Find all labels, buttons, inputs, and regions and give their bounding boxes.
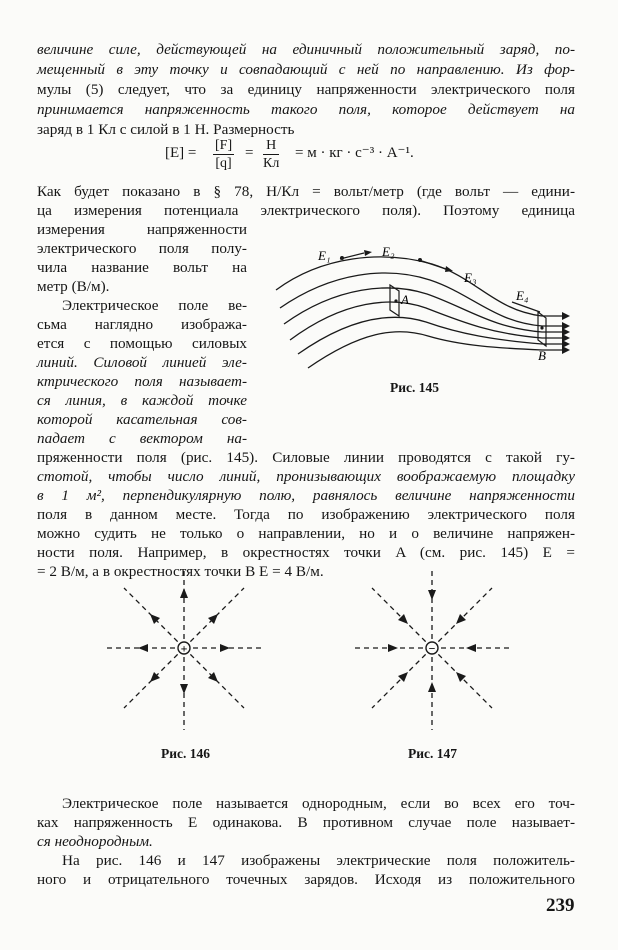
text-line-28: ках напряженность E одинакова. В противном случае поле называет- <box>37 814 575 831</box>
text-line-3: мулы (5) следует, что за единицу напряженности электрического поля <box>37 81 575 98</box>
label-e4: E₄ <box>516 288 529 303</box>
figure-146-positive-charge <box>104 566 264 736</box>
text-line-22: в 1 м², перпендикулярную полю, равнялось величине напряженности <box>37 487 575 504</box>
figure-145-caption: Рис. 145 <box>390 380 440 395</box>
text-line-26: = 2 В/м, а в окрестностях точки B E = 4 В/м. <box>37 563 324 580</box>
text-line-27: Электрическое поле называется однородным, если во всех его точ- <box>62 795 575 812</box>
figure-145-field-lines <box>262 230 582 390</box>
text-line-7: ца измерения потенциала электрического поля). Поэтому единица <box>37 202 575 219</box>
figure-147-caption: Рис. 147 <box>408 746 458 761</box>
text-line-20: пряженности поля (рис. 145). Силовые линии проводятся с такой гу- <box>37 449 575 466</box>
label-e3: E₃ <box>464 270 477 285</box>
text-line-16: ктрического поля называет- <box>37 373 247 390</box>
text-line-10: чила название вольт на <box>37 259 247 276</box>
figure-147-negative-charge <box>352 566 512 736</box>
text-line-23: поля в данном месте. Тогда по изображению электрического поля <box>37 506 575 523</box>
text-line-13: сьма наглядно изобража- <box>37 316 247 333</box>
page-number: 239 <box>546 895 575 916</box>
text-line-25: ности поля. Например, в окрестностях точки A (см. рис. 145) E = <box>37 544 575 561</box>
formula-fraction-force-charge: $\frac{[F]}{[q]}$ <box>215 138 233 171</box>
label-e1: E₁ <box>318 248 331 263</box>
text-line-12: Электрическое поле ве- <box>62 297 247 314</box>
label-point-b: B <box>538 348 546 363</box>
text-line-8: измерения напряженности <box>37 221 247 238</box>
text-line-5: заряд в 1 Кл с силой в 1 Н. Размерность <box>37 121 295 138</box>
text-line-2: мещенный в эту точку и совпадающий с ней по направлению. Из фор- <box>37 61 575 78</box>
text-line-17: ся линия, в каждой точке <box>37 392 247 409</box>
text-line-19: падает с вектором на- <box>37 430 247 447</box>
text-line-18: которой касательная сов- <box>37 411 247 428</box>
text-line-11: метр (В/м). <box>37 278 110 295</box>
dimension-formula <box>165 132 465 184</box>
figure-146-caption: Рис. 146 <box>161 746 211 761</box>
text-line-9: электрического поля полу- <box>37 240 247 257</box>
text-line-15: линий. Силовой линией эле- <box>37 354 247 371</box>
formula-equals: = <box>245 145 254 161</box>
text-line-21: стотой, чтобы число линий, пронизывающих воображаемую площадку <box>37 468 575 485</box>
negative-charge-sign: − <box>428 641 436 656</box>
label-point-a: A <box>401 292 409 307</box>
text-line-14: ется с помощью силовых <box>37 335 247 352</box>
formula-lhs: [E] = <box>165 145 197 161</box>
text-line-29: ся неоднородным. <box>37 833 153 850</box>
text-line-31: ного и отрицательного точечных зарядов. Исходя из положительного <box>37 871 575 888</box>
text-line-6: Как будет показано в § 78, Н/Кл = вольт/метр (где вольт — едини- <box>37 183 575 200</box>
label-e2: E₂ <box>382 244 395 259</box>
text-line-1: величине силе, действующей на единичный положительный заряд, по- <box>37 41 575 58</box>
positive-charge-sign: + <box>180 641 188 656</box>
formula-fraction-units: Н Кл <box>263 138 280 171</box>
text-line-24: можно судить не только о направлении, но и о величине напряжен- <box>37 525 575 542</box>
formula-rhs: = м · кг · с⁻³ · А⁻¹. <box>295 145 414 161</box>
text-line-30: На рис. 146 и 147 изображены электрические поля положитель- <box>62 852 575 869</box>
text-line-4: принимается напряженность такого поля, которое действует на <box>37 101 575 118</box>
